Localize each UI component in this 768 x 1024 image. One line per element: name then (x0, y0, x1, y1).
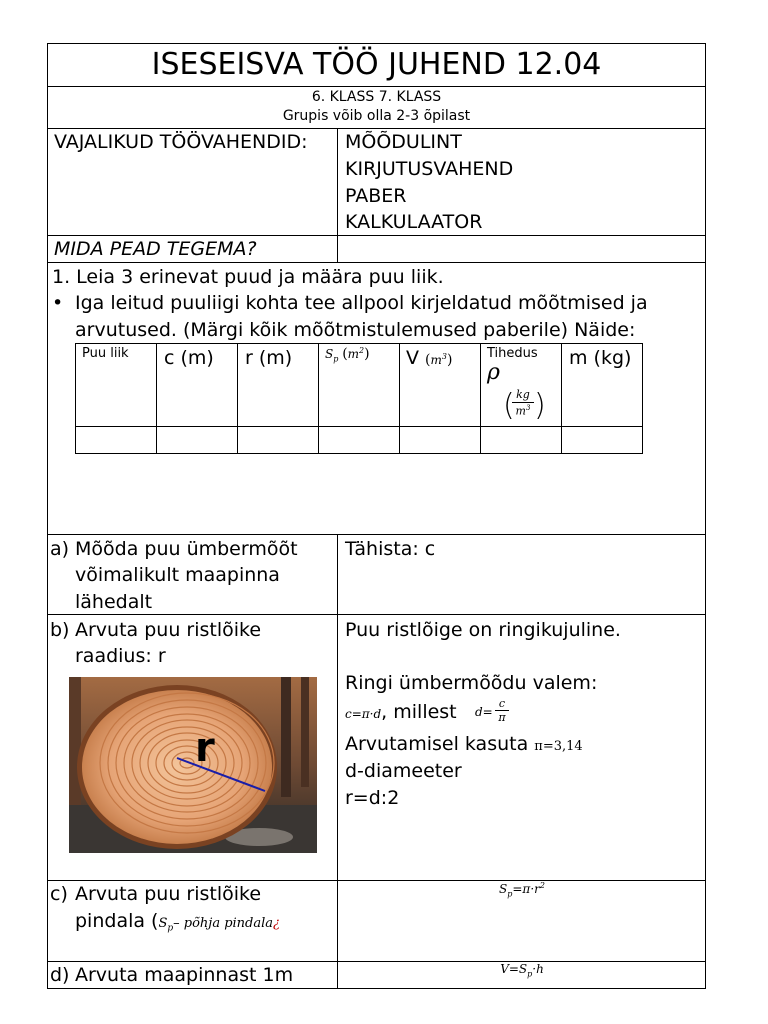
formula-heading: Ringi ümbermõõdu valem: (345, 672, 598, 694)
row-c-marker: c) (50, 883, 68, 905)
radius-label: r (195, 725, 215, 771)
rule-below-title (47, 86, 706, 87)
row-a-text: Mõõda puu ümbermõõt (75, 538, 298, 560)
row-a-note: Tähista: c (345, 538, 436, 560)
row-b-marker: b) (50, 619, 70, 641)
header-density: Tihedus ρ ( kg $m^3$ ) (481, 344, 562, 427)
instruction-line: arvutused. (Märgi kõik mõõtmistulemused paberile) Näide: (75, 319, 636, 341)
row-d-text: Arvuta maapinnast 1m (75, 964, 294, 986)
page-title: ISESEISVA TÖÖ JUHEND 12.04 (151, 47, 602, 82)
header-tree-species: Puu liik (76, 344, 157, 427)
diameter-note: d-diameeter (345, 760, 462, 782)
header-volume: V $(m^3)$ (400, 344, 481, 427)
table-cell (319, 427, 400, 454)
volume-formula: $V=S_p\cdot h$ (500, 962, 544, 979)
header-circumference: c (m) (157, 344, 238, 427)
table-cell (562, 427, 643, 454)
tool-item: KALKULAATOR (345, 211, 483, 233)
rule-below-intro (47, 534, 706, 535)
area-formula: $S_p=\pi\cdot r^2$ (499, 881, 545, 899)
header-mass: m (kg) (562, 344, 643, 427)
table-cell (400, 427, 481, 454)
rho-symbol: ρ (487, 360, 500, 385)
group-size-note: Grupis võib olla 2-3 õpilast (282, 108, 471, 124)
header-area: $S_p$ $(m^2)$ (319, 344, 400, 427)
row-a-text: võimalikult maapinna (75, 564, 280, 586)
radius-note: r=d:2 (345, 787, 400, 809)
table-cell (481, 427, 562, 454)
row-a-text: lähedalt (75, 591, 153, 613)
table-cell (238, 427, 319, 454)
pi-instruction: Arvutamisel kasuta π=3,14 (345, 733, 583, 755)
row-b-text: raadius: r (75, 645, 166, 667)
tools-label: VAJALIKUD TÖÖVAHENDID: (54, 131, 308, 153)
shape-note: Puu ristlõige on ringikujuline. (345, 619, 621, 641)
header-radius: r (m) (238, 344, 319, 427)
tool-item: PABER (345, 185, 407, 207)
circumference-formula: c=π·d, millest (345, 701, 457, 723)
column-divider-tasks (337, 534, 338, 989)
table-cell (76, 427, 157, 454)
row-b-text: Arvuta puu ristlõike (75, 619, 262, 641)
column-divider-tools (337, 128, 338, 262)
class-levels: 6. KLASS 7. KLASS (311, 89, 442, 105)
tool-item: MÕÕDULINT (345, 131, 462, 153)
bullet-icon: • (52, 292, 64, 314)
table-cell (157, 427, 238, 454)
tool-item: KIRJUTUSVAHEND (345, 158, 514, 180)
tree-cross-section-photo (69, 677, 317, 853)
task-heading: MIDA PEAD TEGEMA? (54, 238, 257, 260)
row-c-text: pindala ($S_p-$ põhja pindala¿ (75, 910, 281, 934)
row-a-marker: a) (50, 538, 70, 560)
example-table (75, 343, 643, 454)
row-c-text: Arvuta puu ristlõike (75, 883, 262, 905)
row-d-marker: d) (50, 964, 70, 986)
instruction-line: Iga leitud puuliigi kohta tee allpool kirjeldatud mõõtmised ja (75, 292, 648, 314)
step-1-text: 1. Leia 3 erinevat puud ja määra puu liik. (52, 266, 444, 288)
